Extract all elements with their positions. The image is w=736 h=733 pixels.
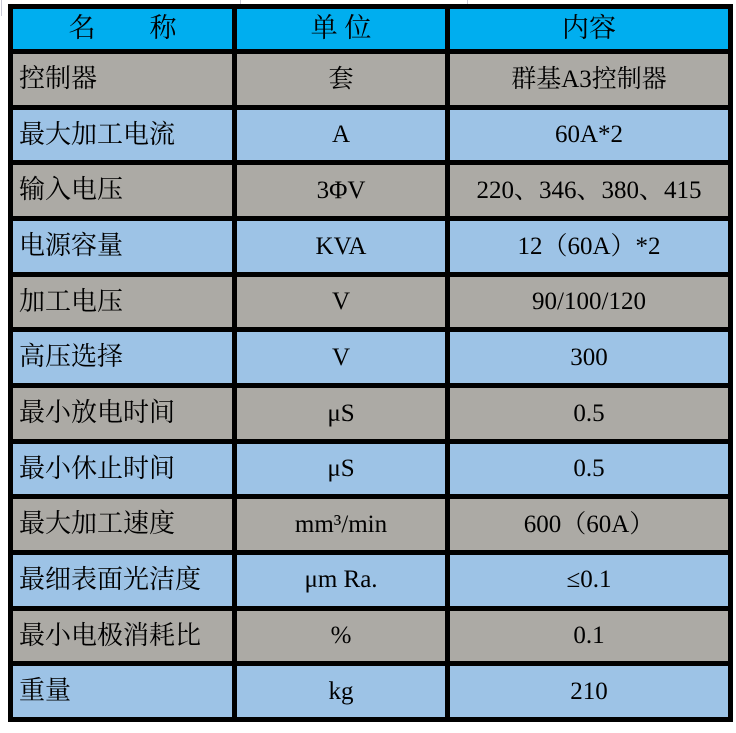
row-name-cell: 控制器 xyxy=(11,52,235,108)
row-unit-cell: kg xyxy=(235,664,448,720)
table-row-max-current xyxy=(11,107,731,163)
row-name-cell: 最小休止时间 xyxy=(11,441,235,497)
row-unit-cell: % xyxy=(235,608,448,664)
row-unit-cell: V xyxy=(235,274,448,330)
row-unit-cell: KVA xyxy=(235,218,448,274)
table-row-min-pause-time xyxy=(11,441,731,497)
table-row-weight xyxy=(11,664,731,720)
row-content-cell: 群基A3控制器 xyxy=(448,52,731,108)
row-unit-cell: 套 xyxy=(235,52,448,108)
table-row-finest-surface-finish xyxy=(11,552,731,608)
row-content-cell: 12（60A）*2 xyxy=(448,218,731,274)
column-header-content: 内容 xyxy=(448,7,731,52)
row-unit-cell: A xyxy=(235,107,448,163)
row-name-cell: 最小放电时间 xyxy=(11,385,235,441)
table-row-machining-voltage xyxy=(11,274,731,330)
row-name-cell: 输入电压 xyxy=(11,163,235,219)
row-name-cell: 最小电极消耗比 xyxy=(11,608,235,664)
table-row-controller xyxy=(11,52,731,108)
table-row-input-voltage xyxy=(11,163,731,219)
row-content-cell: 0.1 xyxy=(448,608,731,664)
table-row-max-machining-speed xyxy=(11,497,731,553)
margin-gridline xyxy=(1,0,2,16)
row-name-cell: 最大加工电流 xyxy=(11,107,235,163)
row-content-cell: ≤0.1 xyxy=(448,552,731,608)
row-unit-cell: mm³/min xyxy=(235,497,448,553)
spec-table xyxy=(8,4,733,722)
row-content-cell: 300 xyxy=(448,330,731,386)
row-unit-cell: V xyxy=(235,330,448,386)
row-content-cell: 90/100/120 xyxy=(448,274,731,330)
row-name-cell: 最大加工速度 xyxy=(11,497,235,553)
column-header-unit: 单 位 xyxy=(235,7,448,52)
row-name-cell: 重量 xyxy=(11,664,235,720)
table-row-high-voltage-select xyxy=(11,330,731,386)
row-content-cell: 0.5 xyxy=(448,441,731,497)
row-unit-cell: μm Ra. xyxy=(235,552,448,608)
row-unit-cell: μS xyxy=(235,441,448,497)
table-row-power-capacity xyxy=(11,218,731,274)
row-name-cell: 电源容量 xyxy=(11,218,235,274)
row-name-cell: 高压选择 xyxy=(11,330,235,386)
row-content-cell: 0.5 xyxy=(448,385,731,441)
row-content-cell: 60A*2 xyxy=(448,107,731,163)
row-content-cell: 220、346、380、415 xyxy=(448,163,731,219)
header-row xyxy=(11,7,731,52)
row-content-cell: 210 xyxy=(448,664,731,720)
row-unit-cell: μS xyxy=(235,385,448,441)
table-row-min-discharge-time xyxy=(11,385,731,441)
table-row-min-electrode-wear xyxy=(11,608,731,664)
row-content-cell: 600（60A） xyxy=(448,497,731,553)
column-header-name: 名 称 xyxy=(11,7,235,52)
row-name-cell: 最细表面光洁度 xyxy=(11,552,235,608)
row-name-cell: 加工电压 xyxy=(11,274,235,330)
row-unit-cell: 3ΦV xyxy=(235,163,448,219)
